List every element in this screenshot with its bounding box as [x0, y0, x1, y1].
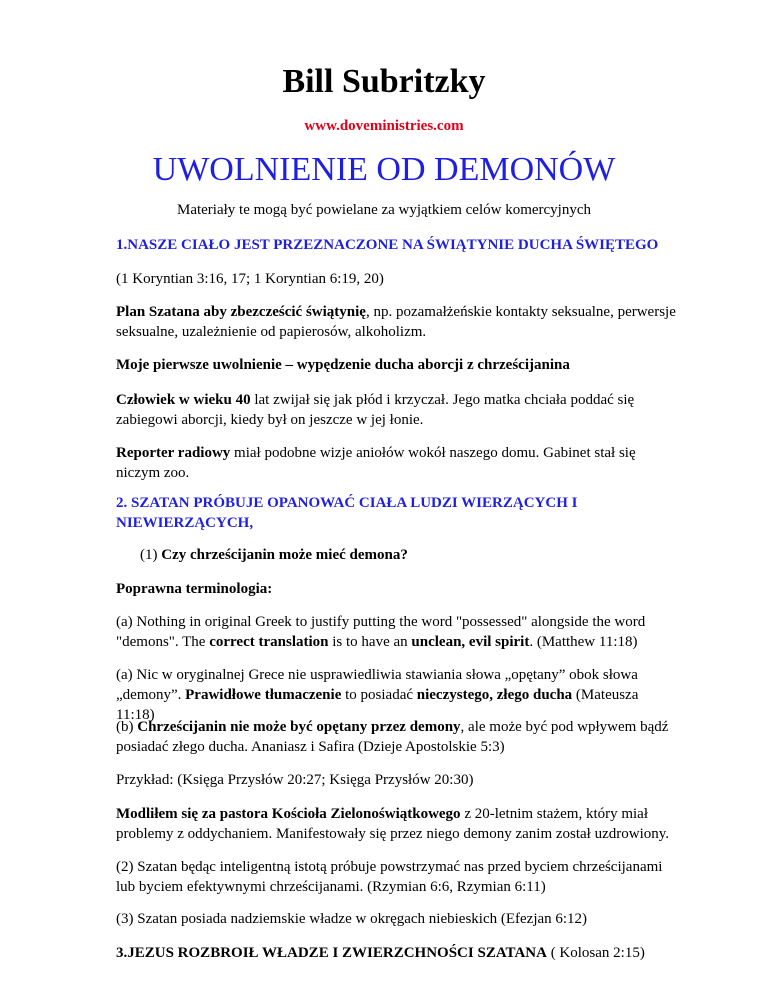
section-3-heading	[116, 943, 676, 963]
point-a-pl-bold-2: nieczystego, złego ducha	[416, 687, 573, 703]
reporter-paragraph	[116, 443, 676, 483]
point-a-en-text-3: . (Matthew 11:18)	[529, 634, 638, 650]
example-paragraph: Przykład: (Księga Przysłów 20:27; Księga Przysłów 20:30)	[116, 772, 474, 788]
satan-plan-paragraph	[116, 302, 676, 342]
man-40-paragraph	[116, 390, 676, 430]
pastor-bold: Modliłem się za pastora Kościoła Zielonoświątkowego	[116, 806, 461, 822]
point-2-paragraph: (2) Szatan będąc inteligentną istotą próbuje powstrzymać nas przed byciem chrześcijanami lub byciem efektywnymi chrześcijanami. (Rzymian 6:6, Rzymian 6:11)	[116, 859, 663, 895]
question-1-bold: Czy chrześcijanin może mieć demona?	[161, 547, 408, 563]
point-3-paragraph: (3) Szatan posiada nadziemskie władze w okręgach niebieskich (Efezjan 6:12)	[116, 911, 588, 927]
man-40-bold: Człowiek w wieku 40	[116, 392, 251, 408]
satan-plan-bold: Plan Szatana aby zbezcześcić świątynię	[116, 304, 366, 320]
section-1-refs: (1 Koryntian 3:16, 17; 1 Koryntian 6:19, 20)	[116, 271, 384, 287]
point-a-en-bold-2: unclean, evil spirit	[411, 634, 530, 650]
point-b-text: , ale może być pod wpływem bądź posiadać złego ducha. Ananiasz i Safira (Dzieje Apostolskie 5:3)	[116, 719, 669, 755]
point-a-en-text-1: (a) Nothing in original Greek to justify putting the word "possessed" alongside the word "demons". The	[116, 614, 646, 650]
copyright-notice: Materiały te mogą być powielane za wyjątkiem celów komercyjnych	[176, 202, 591, 218]
section-3-heading-ref: ( Kolosan 2:15)	[546, 945, 645, 961]
terminology-bold: Poprawna terminologia:	[116, 581, 273, 597]
reporter-text: miał podobne wizje aniołów wokół naszego domu. Gabinet stał się niczym zoo.	[116, 445, 636, 481]
point-b-paragraph	[116, 717, 676, 757]
point-a-pl-text-1: (a) Nic w oryginalnej Grece nie usprawiedliwia stawiania słowa „opętany” obok słowa „demony”.	[116, 667, 638, 703]
question-1-paragraph	[140, 545, 700, 565]
point-a-en-text-2: is to have an	[328, 634, 412, 650]
reporter-bold: Reporter radiowy	[116, 445, 231, 461]
pastor-paragraph	[116, 804, 676, 844]
section-1-heading: 1.NASZE CIAŁO JEST PRZEZNACZONE NA ŚWIĄTYNIE DUCHA ŚWIĘTEGO	[116, 237, 659, 253]
pastor-text: z 20-letnim stażem, który miał problemy z oddychaniem. Manifestowały się przez niego demony zanim został uzdrowiony.	[116, 806, 670, 842]
section-2-heading: 2. SZATAN PRÓBUJE OPANOWAĆ CIAŁA LUDZI WIERZĄCYCH I NIEWIERZĄCYCH,	[116, 495, 578, 531]
first-deliverance-bold: Moje pierwsze uwolnienie – wypędzenie ducha aborcji z chrześcijanina	[116, 357, 570, 373]
question-1-number: (1)	[140, 547, 162, 563]
point-a-pl-bold-1: Prawidłowe tłumaczenie	[185, 687, 342, 703]
man-40-text: lat zwijał się jak płód i krzyczał. Jego matka chciała poddać się zabiegowi aborcji, kiedy był on jeszcze w jej łonie.	[116, 392, 635, 428]
point-a-polish	[116, 665, 676, 725]
satan-plan-text: , np. pozamałżeńskie kontakty seksualne, perwersje seksualne, uzależnienie od papierosów, alkoholizm.	[116, 304, 676, 340]
point-b-label: (b)	[116, 719, 138, 735]
website-link[interactable]: www.doveministries.com	[304, 118, 464, 134]
point-a-pl-text-3: (Mateusza 11:18)	[116, 687, 639, 723]
point-b-bold: Chrześcijanin nie może być opętany przez demony	[137, 719, 461, 735]
point-a-pl-text-2: to posiadać	[341, 687, 417, 703]
point-a-en-bold-1: correct translation	[209, 634, 329, 650]
section-3-heading-bold: 3.JEZUS ROZBROIŁ WŁADZE I ZWIERZCHNOŚCI SZATANA	[116, 945, 547, 961]
first-deliverance-paragraph	[116, 355, 676, 375]
terminology-heading	[116, 579, 676, 599]
document-title: UWOLNIENIE OD DEMONÓW	[152, 151, 616, 188]
point-a-english	[116, 612, 676, 652]
author-name: Bill Subritzky	[282, 63, 486, 100]
